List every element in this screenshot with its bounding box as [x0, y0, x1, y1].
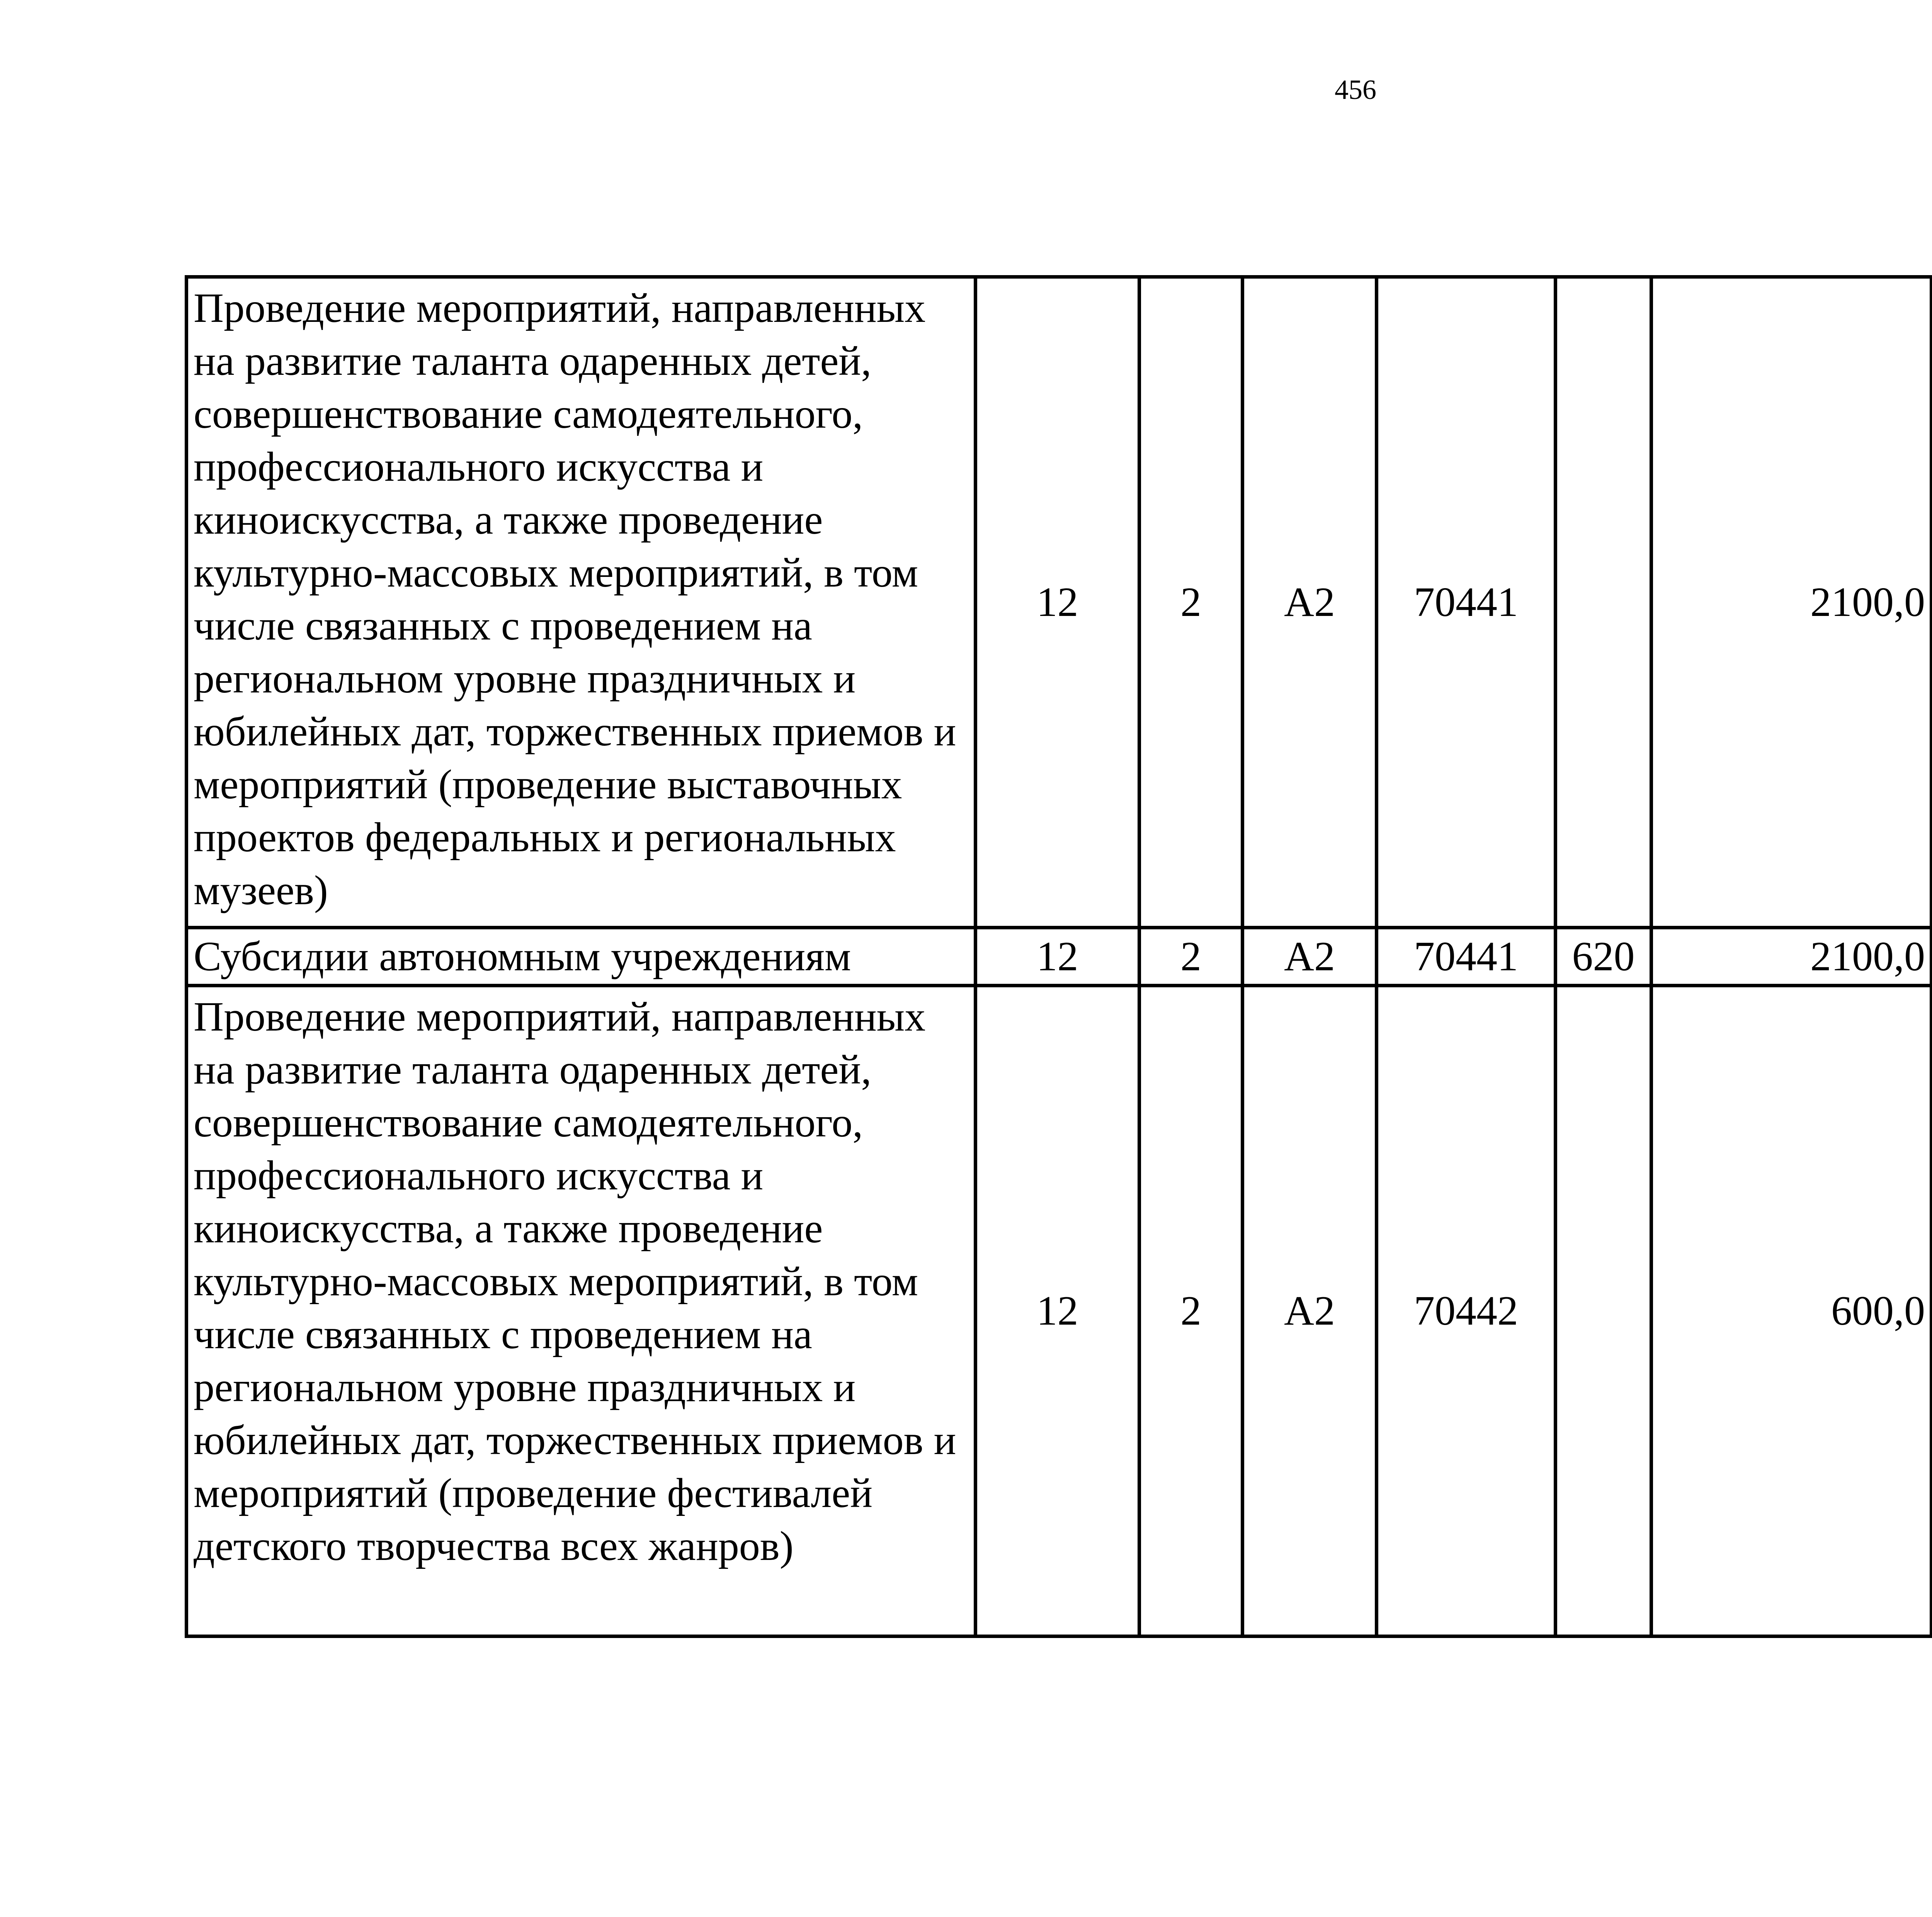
row-description: Субсидии автономным учреждениям — [187, 928, 976, 986]
expense-type-code — [1556, 277, 1651, 928]
direction-code: 70442 — [1377, 986, 1556, 1636]
direction-code: 70441 — [1377, 277, 1556, 928]
program-code: А2 — [1243, 928, 1377, 986]
page-number: 456 — [1335, 74, 1376, 105]
section-code: 12 — [976, 928, 1139, 986]
direction-code: 70441 — [1377, 928, 1556, 986]
row-description: Проведение мероприятий, направленных на развитие таланта одаренных детей, совершенствование самодеятельного, профессионального искусства и киноискусства, а также проведение культурно-массовых мероприятий, в том числе связанных с проведением на региональном уровне праздничных и юбилейных дат, торжественных приемов и мероприятий (проведение фестивалей детского творчества всех жанров) — [187, 986, 976, 1636]
program-code: А2 — [1243, 277, 1377, 928]
expense-type-code: 620 — [1556, 928, 1651, 986]
section-code: 12 — [976, 277, 1139, 928]
amount-year-1: 2100,0 — [1651, 928, 1932, 986]
table-row — [187, 928, 1932, 986]
program-code: А2 — [1243, 986, 1377, 1636]
amount-year-1: 2100,0 — [1651, 277, 1932, 928]
section-code: 12 — [976, 986, 1139, 1636]
subsection-code: 2 — [1139, 277, 1243, 928]
subsection-code: 2 — [1139, 986, 1243, 1636]
subsection-code: 2 — [1139, 928, 1243, 986]
table-row — [187, 277, 1932, 928]
budget-table — [185, 275, 1932, 1638]
amount-year-1: 600,0 — [1651, 986, 1932, 1636]
table-row — [187, 986, 1932, 1636]
expense-type-code — [1556, 986, 1651, 1636]
row-description: Проведение мероприятий, направленных на развитие таланта одаренных детей, совершенствование самодеятельного, профессионального искусства и киноискусства, а также проведение культурно-массовых мероприятий, в том числе связанных с проведением на региональном уровне праздничных и юбилейных дат, торжественных приемов и мероприятий (проведение выставочных проектов федеральных и региональных музеев) — [187, 277, 976, 928]
